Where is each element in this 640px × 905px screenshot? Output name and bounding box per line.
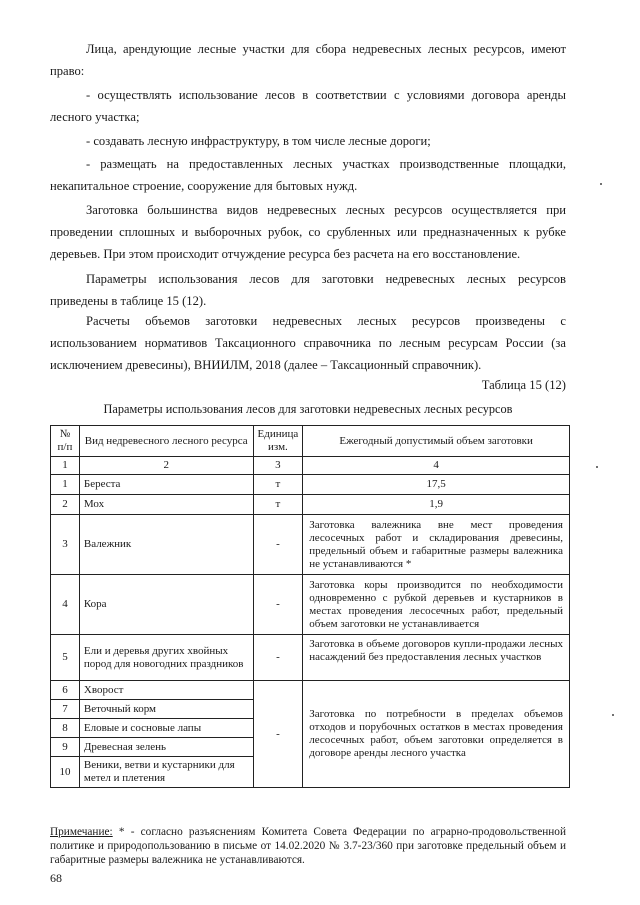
row-unit: т (253, 475, 303, 495)
table-row (51, 495, 570, 515)
row-unit: - (253, 635, 303, 681)
paragraph-parameters: Параметры использования лесов для заготовки недревесных лесных ресурсов приведены в таблице 15 (12). (50, 272, 566, 308)
row-num: 8 (51, 719, 80, 738)
row-value: 1,9 (303, 495, 570, 515)
row-name: Кора (79, 575, 253, 635)
table-row (51, 575, 570, 635)
row-value: 17,5 (303, 475, 570, 495)
table-caption: Параметры использования лесов для заготовки недревесных лесных ресурсов (103, 402, 513, 416)
table-label: Таблица 15 (12) (481, 378, 566, 392)
table-row (51, 515, 570, 575)
footnote-text: * - согласно разъяснениям Комитета Совета Федерации по аграрно-продовольственной политике и природопользованию в письме от 14.02.2020 № 3.7-23/360 при заготовке предельный объем и габаритные размеры валежника не устанавливаются. (50, 826, 566, 866)
row-value: Заготовка валежника вне мест проведения лесосечных работ и складирования древесины, предельный объем и габаритные размеры валежника не устанавливаются * (303, 515, 570, 575)
row-unit: т (253, 495, 303, 515)
row-name: Береста (79, 475, 253, 495)
row-unit: - (253, 575, 303, 635)
row-value: Заготовка в объеме договоров купли-продажи лесных насаждений без предоставления лесных участков (303, 635, 570, 681)
row-num: 1 (51, 475, 80, 495)
header-num: № п/п (51, 426, 80, 457)
row-num: 3 (51, 515, 80, 575)
header-unit: Единица изм. (253, 426, 303, 457)
row-num: 2 (51, 495, 80, 515)
row-name: Веники, ветви и кустарники для метел и плетения (79, 757, 253, 788)
group-unit: - (253, 681, 303, 788)
paragraph-right-1: - осуществлять использование лесов в соответствии с условиями договора аренды лесного участка; (50, 88, 566, 124)
paragraph-harvesting: Заготовка большинства видов недревесных лесных ресурсов осуществляется при проведении сплошных и выборочных рубок, со срубленных или предназначенных к рубке деревьев. При этом происходит отчуждение ресурса без расчета на его восстановление. (50, 203, 566, 261)
row-num: 4 (51, 575, 80, 635)
paragraph-right-2: - создавать лесную инфраструктуру, в том числе лесные дороги; (86, 134, 431, 148)
table-header-row (51, 426, 570, 457)
row-name: Древесная зелень (79, 738, 253, 757)
paragraph-calculations: Расчеты объемов заготовки недревесных лесных ресурсов произведены с использованием нормативов Таксационного справочника по лесным ресурсам России (за исключением древесины), ВНИИЛМ, 2018 (далее – Таксационный справочник). (50, 314, 566, 372)
scan-speck (596, 466, 598, 468)
row-name: Хворост (79, 681, 253, 700)
page-number: 68 (50, 871, 62, 885)
row-num: 10 (51, 757, 80, 788)
col-number: 2 (79, 457, 253, 475)
col-number: 4 (303, 457, 570, 475)
parameters-table (50, 425, 570, 788)
row-value: Заготовка коры производится по необходимости одновременно с рубкой деревьев и кустарников в местах проведения лесосечных работ, предельный объем заготовки не устанавливается (303, 575, 570, 635)
row-num: 9 (51, 738, 80, 757)
row-name: Еловые и сосновые лапы (79, 719, 253, 738)
col-number: 1 (51, 457, 80, 475)
table-row (51, 681, 570, 700)
paragraph-right-3: - размещать на предоставленных лесных участках производственные площадки, некапитальное строение, сооружение для бытовых нужд. (50, 157, 566, 193)
row-num: 6 (51, 681, 80, 700)
footnote (50, 825, 566, 867)
table-row (51, 475, 570, 495)
row-name: Мох (79, 495, 253, 515)
table-row (51, 635, 570, 681)
row-name: Ели и деревья других хвойных пород для новогодних праздников (79, 635, 253, 681)
header-volume: Ежегодный допустимый объем заготовки (303, 426, 570, 457)
header-type: Вид недревесного лесного ресурса (79, 426, 253, 457)
scan-speck (600, 183, 602, 185)
row-unit: - (253, 515, 303, 575)
footnote-label: Примечание: (50, 826, 113, 838)
row-num: 7 (51, 700, 80, 719)
row-num: 5 (51, 635, 80, 681)
paragraph-rights-intro: Лица, арендующие лесные участки для сбора недревесных лесных ресурсов, имеют право: (50, 42, 566, 78)
group-value: Заготовка по потребности в пределах объемов отходов и порубочных остатков в местах проведения лесосечных работ, объем заготовки определяется в договоре аренды лесного участка (303, 681, 570, 788)
row-name: Веточный корм (79, 700, 253, 719)
col-number: 3 (253, 457, 303, 475)
row-name: Валежник (79, 515, 253, 575)
scan-speck (612, 714, 614, 716)
column-numbers-row (51, 457, 570, 475)
